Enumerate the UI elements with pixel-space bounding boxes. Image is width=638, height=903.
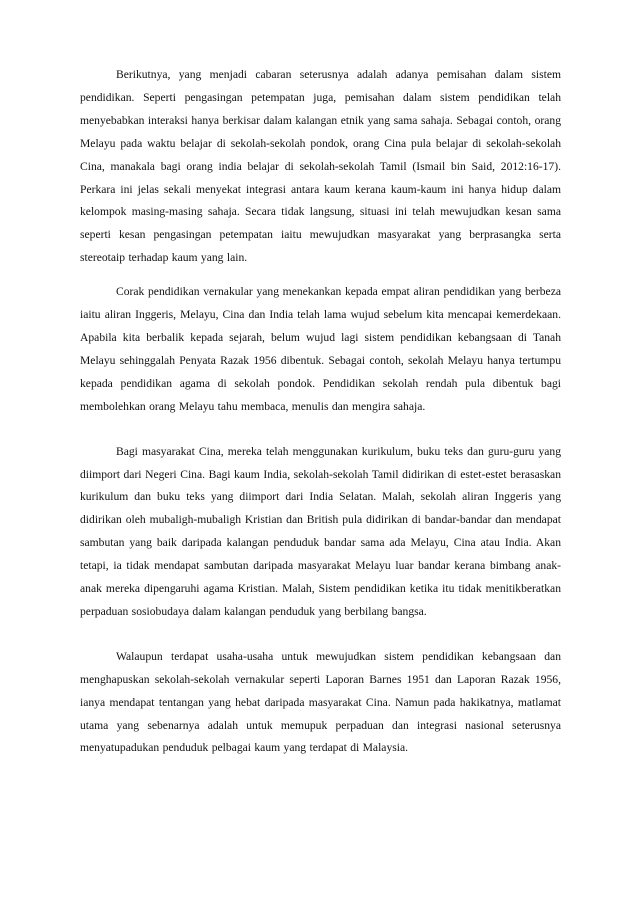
paragraph-masyarakat-cina-india: Bagi masyarakat Cina, mereka telah menggunakan kurikulum, buku teks dan guru-guru yang diimport dari Negeri Cina. Bagi kaum India, sekolah-sekolah Tamil didirikan di estet-estet berasaskan kurikulum dan buku teks yang diimport dari India Selatan. Malah, sekolah aliran Inggeris yang didirikan oleh mubaligh-mubaligh Kristian dan British pula didirikan di bandar-bandar dan mendapat sambutan yang baik daripada kalangan penduduk bandar sama ada Melayu, Cina atau India. Akan tetapi, ia tidak mendapat sambutan daripada masyarakat Melayu luar bandar kerana bimbang anak-anak mereka dipengaruhi agama Kristian. Malah, Sistem pendidikan ketika itu tidak menitikberatkan perpaduan sosiobudaya dalam kalangan penduduk yang berbilang bangsa. — [80, 444, 561, 618]
paragraph-pemisahan-sistem-pendidikan: Berikutnya, yang menjadi cabaran seterusnya adalah adanya pemisahan dalam sistem pendidikan. Seperti pengasingan petempatan juga, pemisahan dalam sistem pendidikan telah menyebabkan interaksi hanya berkisar dalam kalangan etnik yang sama sahaja. Sebagai contoh, orang Melayu pada waktu belajar di sekolah-sekolah pondok, orang Cina pula belajar di sekolah-sekolah Cina, manakala bagi orang india belajar di sekolah-sekolah Tamil (Ismail bin Said, 2012:16-17). Perkara ini jelas sekali menyekat integrasi antara kaum kerana kaum-kaum ini hanya hidup dalam kelompok masing-masing sahaja. Secara tidak langsung, situasi ini telah mewujudkan kesan sama seperti kesan pengasingan petempatan iaitu mewujudkan masyarakat yang berprasangka serta stereotaip terhadap kaum yang lain. — [80, 68, 561, 265]
paragraph-usaha-pendidikan-kebangsaan: Walaupun terdapat usaha-usaha untuk mewujudkan sistem pendidikan kebangsaan dan menghapuskan sekolah-sekolah vernakular seperti Laporan Barnes 1951 dan Laporan Razak 1956, ianya mendapat tentangan yang hebat daripada masyarakat Cina. Namun pada hakikatnya, matlamat utama yang sebenarnya adalah untuk memupuk perpaduan dan integrasi nasional seterusnya menyatupadukan penduduk pelbagai kaum yang terdapat di Malaysia. — [80, 649, 561, 755]
paragraph-corak-pendidikan-vernakular: Corak pendidikan vernakular yang menekankan kepada empat aliran pendidikan yang berbeza iaitu aliran Inggeris, Melayu, Cina dan India telah lama wujud sebelum kita mencapai kemerdekaan. Apabila kita berbalik kepada sejarah, belum wujud lagi sistem pendidikan kebangsaan di Tanah Melayu sehinggalah Penyata Razak 1956 dibentuk. Sebagai contoh, sekolah Melayu hanya tertumpu kepada pendidikan agama di sekolah pondok. Pendidikan sekolah rendah pula dibentuk bagi membolehkan orang Melayu tahu membaca, menulis dan mengira sahaja. — [80, 285, 561, 413]
document-body — [80, 64, 561, 760]
